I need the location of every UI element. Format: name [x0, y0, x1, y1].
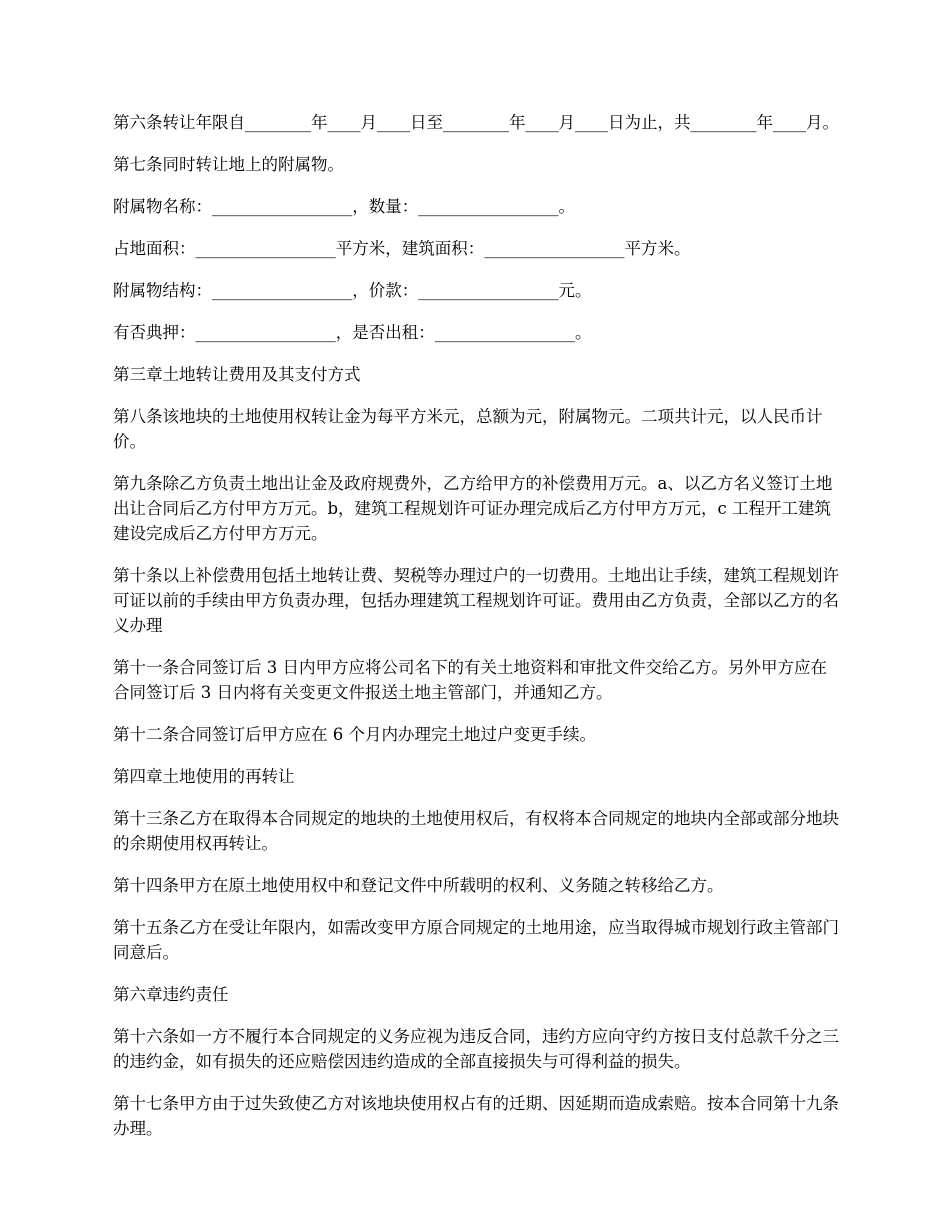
article-6-term: 第六条转让年限自________年____月____日至________年____月____日为止，共________年____月。	[113, 113, 839, 132]
article-10-fees-scope: 第十条以上补偿费用包括土地转让费、契税等办理过户的一切费用。土地出让手续，建筑工程规划许可证以前的手续由甲方负责办理，包括办理建筑工程规划许可证。费用由乙方负责，全部以乙方的名义办理	[113, 566, 839, 635]
article-15-land-use-change: 第十五条乙方在受让年限内，如需改变甲方原合同规定的土地用途，应当取得城市规划行政主管部门同意后。	[113, 918, 839, 962]
article-8-transfer-fee: 第八条该地块的土地使用权转让金为每平方米元，总额为元，附属物元。二项共计元，以人民币计价。	[113, 407, 823, 451]
article-11-documents: 第十一条合同签订后 3 日内甲方应将公司名下的有关土地资料和审批文件交给乙方。另外甲方应在合同签订后 3 日内将有关变更文件报送土地主管部门，并通知乙方。	[113, 658, 827, 702]
chapter-6-heading: 第六章违约责任	[113, 985, 229, 1004]
land-area-building-area: 占地面积：_________________平方米，建筑面积：_________________平方米。	[113, 239, 691, 258]
attachment-name-quantity: 附属物名称：_________________，数量：_________________。	[113, 197, 575, 216]
attachment-structure-price: 附属物结构：_________________，价款：_________________元。	[113, 281, 592, 300]
article-7-attachments: 第七条同时转让地上的附属物。	[113, 155, 344, 174]
chapter-3-heading: 第三章土地转让费用及其支付方式	[113, 365, 361, 384]
article-9-compensation: 第九条除乙方负责土地出让金及政府规费外，乙方给甲方的补偿费用万元。a、以乙方名义签订土地出让合同后乙方付甲方万元。b，建筑工程规划许可证办理完成后乙方付甲方万元，c 工程开工建筑建设完成后乙方付甲方万元。	[113, 474, 833, 543]
chapter-4-heading: 第四章土地使用的再转让	[113, 767, 295, 786]
article-17-delay-claim: 第十七条甲方由于过失致使乙方对该地块使用权占有的迁期、因延期而造成索赔。按本合同第十九条办理。	[113, 1094, 839, 1138]
article-14-rights-obligations: 第十四条甲方在原土地使用权中和登记文件中所载明的权利、义务随之转移给乙方。	[113, 876, 724, 895]
article-16-breach: 第十六条如一方不履行本合同规定的义务应视为违反合同，违约方应向守约方按日支付总款千分之三的违约金，如有损失的还应赔偿因违约造成的全部直接损失与可得利益的损失。	[113, 1027, 839, 1071]
article-13-retransfer: 第十三条乙方在取得本合同规定的地块的土地使用权后，有权将本合同规定的地块内全部或部分地块的余期使用权再转让。	[113, 809, 839, 853]
document-page	[113, 110, 843, 1158]
mortgage-rental-status: 有否典押：_________________，是否出租：_________________。	[113, 323, 592, 342]
article-12-transfer-procedure: 第十二条合同签订后甲方应在 6 个月内办理完土地过户变更手续。	[113, 725, 596, 744]
